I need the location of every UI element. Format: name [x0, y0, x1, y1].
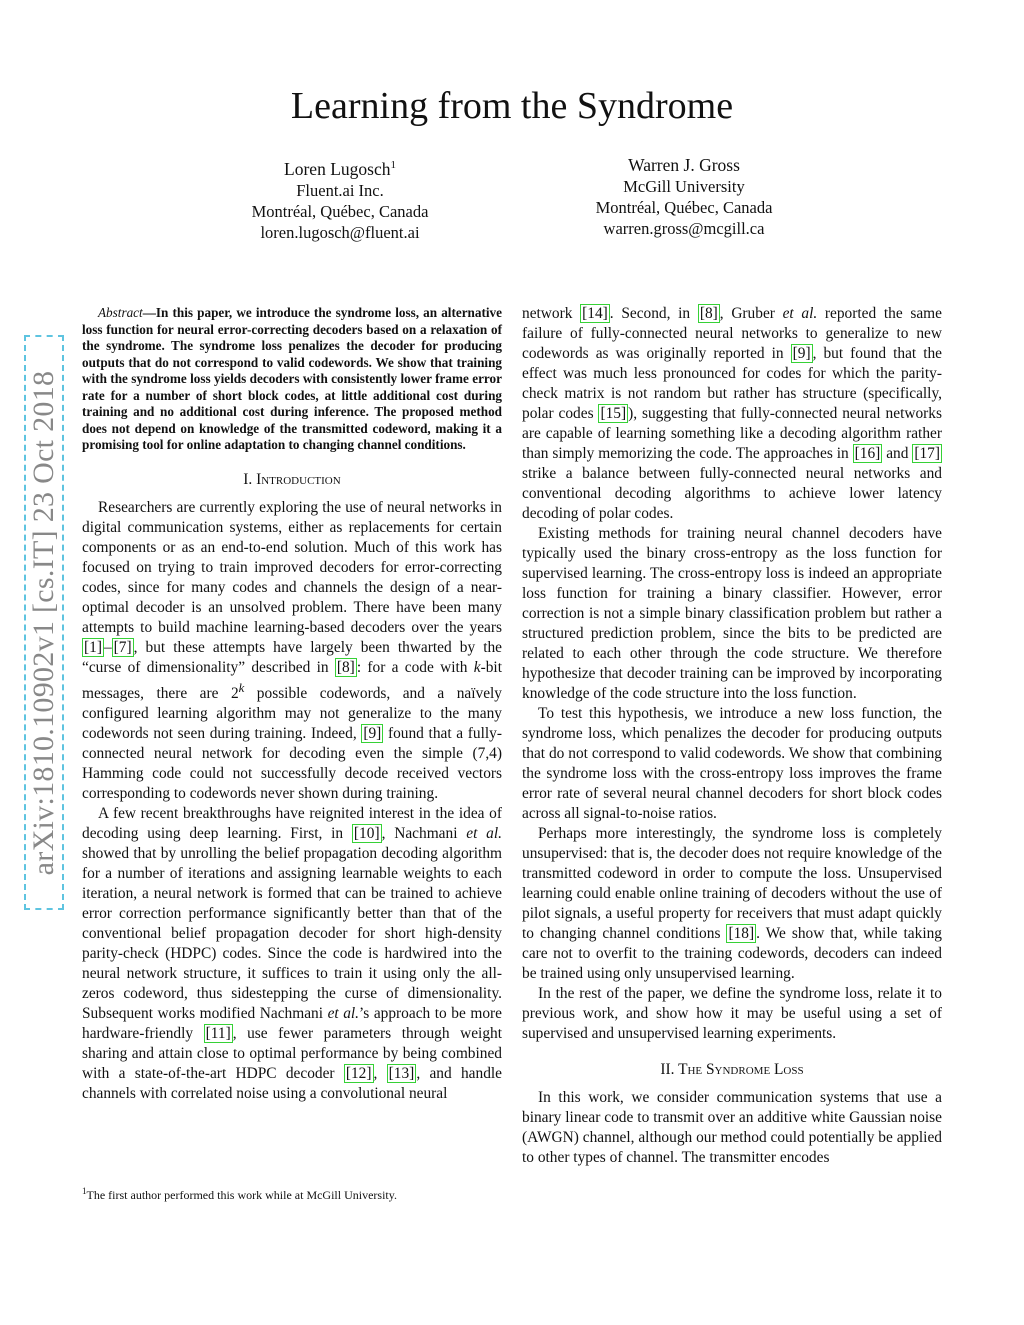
- author-block-2: [534, 155, 834, 239]
- left-column: [82, 305, 502, 1104]
- citation-link[interactable]: [8]: [336, 658, 355, 676]
- body-paragraph: Existing methods for training neural channel decoders have typically used the binary cross-entropy as the loss function for supervised learning. The cross-entropy loss is indeed an appropriate loss function for training a binary classifier. However, error correction is not a simple binary classification problem but rather a structured prediction problem, since the bits to be predicted are related to each other through the code structure. We therefore hypothesize that decoder training can be improved by incorporating knowledge of the code structure into the loss function.: [522, 525, 942, 702]
- arxiv-stamp-text: arXiv:1810.10902v1 [cs.IT] 23 Oct 2018: [27, 370, 60, 875]
- citation-link[interactable]: [12]: [345, 1064, 372, 1082]
- author-email: warren.gross@mcgill.ca: [603, 219, 765, 238]
- citation-link[interactable]: [16]: [854, 445, 881, 462]
- author-name: Warren J. Gross: [628, 155, 740, 175]
- body-paragraph: To test this hypothesis, we introduce a new loss function, the syndrome loss, which penalizes the decoder for producing outputs that do not correspond to valid codewords. We show that combining the syndrome loss with the cross-entropy loss improves the frame error rate of several neural channel decoders for short block codes across all signal-to-noise ratios.: [522, 705, 942, 822]
- author-footnote-mark: 1: [390, 159, 396, 171]
- citation-link[interactable]: [15]: [600, 405, 627, 422]
- section-heading-introduction: I. Introduction: [243, 470, 341, 488]
- footnote: $^1$The first author performed this work while at McGill University.: [82, 1186, 397, 1202]
- body-paragraph: In this work, we consider communication systems that use a binary linear code to transmit over an additive white Gaussian noise (AWGN) channel, although our method could potentially be applied to other types of channel. The transmitter encodes: [522, 1089, 942, 1166]
- citation-link[interactable]: [13]: [388, 1064, 415, 1082]
- author-location: Montréal, Québec, Canada: [595, 198, 773, 217]
- author-name: Loren Lugosch$^1$: [284, 158, 396, 179]
- author-email: loren.lugosch@fluent.ai: [260, 222, 420, 242]
- body-paragraph: In the rest of the paper, we define the syndrome loss, relate it to previous work, and show how it may be useful using a set of supervised and unsupervised learning experiments.: [522, 985, 942, 1042]
- right-column: [522, 304, 942, 1168]
- paper-title: Learning from the Syndrome: [290, 85, 734, 127]
- author-block-1: [190, 155, 490, 243]
- citation-link[interactable]: [18]: [728, 925, 755, 942]
- abstract: Abstract—In this paper, we introduce the syndrome loss, an alternative loss function for neural error-correcting decoders based on a relaxation of the syndrome. The syndrome loss penalizes the decoder for producing outputs that do not correspond to valid codewords. We show that training with the syndrome loss yields decoders with consistently lower frame error rate for a number of short block codes, at little additional cost during training and no additional cost during inference. The proposed method does not depend on knowledge of the transmitted codeword, making it a promising tool for online adaptation to changing channel conditions.: [82, 305, 502, 452]
- body-paragraph: Perhaps more interestingly, the syndrome loss is completely unsupervised: that is, the decoder does not require knowledge of the transmitted codeword in order to compute the loss. Unsupervised learning could enable online training of decoders without the use of pilot signals, a useful property for receivers that must adapt quickly to changing channel conditions [18] . We show that, while taking care not to overfit to the training codewords, decoders can indeed be trained using only unsupervised learning.: [522, 825, 942, 982]
- citation-link[interactable]: [17]: [914, 445, 940, 462]
- citation-link[interactable]: [9]: [363, 724, 382, 742]
- citation-link[interactable]: [14]: [582, 305, 608, 322]
- arxiv-stamp[interactable]: [24, 335, 64, 910]
- author-affiliation: Fluent.ai Inc.: [296, 180, 384, 200]
- body-paragraph: network [14] . Second, in [8] , Gruber et al. reported the same failure of fully-connected neural networks to generalize to new codewords as was originally reported in [9] , but found that the effect was much less pronounced for codes for which the parity-check matrix is not random but rather has structure (specifically, polar codes [15] ), suggesting that fully-connected neural networks are capable of learning something like a decoding algorithm rather than simply memorizing the code. The approaches in [16] and [17] strike a balance between fully-connected neural networks and conventional decoding algorithms to achieve lower latency decoding of polar codes.: [522, 305, 942, 522]
- author-location: Montréal, Québec, Canada: [251, 201, 429, 221]
- section-heading-syndrome-loss: II. The Syndrome Loss: [660, 1061, 804, 1078]
- intro-paragraph-1: Researchers are currently exploring the use of neural networks in digital communication systems, either as replacements for certain components or as an end-to-end solution. Much of this work has focused on trying to train improved decoders for error-correcting codes, since for many codes and channels the design of a near-optimal decoder is an unsolved problem. There have been many attempts to build machine learning-based decoders over the years [1] – [7] , but these attempts have largely been thwarted by the “curse of dimensionality” described in [8] : for a code with k-bit messages, there are 2$^k$ possible codewords, and a naïvely configured learning algorithm may not generalize to the many codewords not seen during training. Indeed, [9] found that a fully-connected neural network for decoding even the simple (7,4) Hamming code could not successfully decode received vectors corresponding to codewords never shown during training.: [82, 498, 502, 802]
- citation-link[interactable]: [10]: [353, 824, 380, 842]
- citation-link[interactable]: [1]: [84, 638, 102, 656]
- citation-link[interactable]: [9]: [792, 345, 811, 362]
- abstract-label: Abstract: [98, 305, 143, 320]
- citation-link[interactable]: [7]: [113, 638, 132, 656]
- intro-paragraph-2: A few recent breakthroughs have reignited interest in the idea of decoding using deep learning. First, in [10] , Nachmani et al. showed that by unrolling the belief propagation decoding algorithm for a number of iterations and assigning learnable weights to each iteration, a neural network is formed that can be trained to achieve error correction performance significantly better than that of the conventional belief propagation decoder for short high-density parity-check (HDPC) codes. Since the code is hardwired into the neural network structure, it suffices to train it using only the all-zeros codeword, thus sidestepping the curse of dimensionality. Subsequent works modified Nachmani et al.’s approach to be more hardware-friendly [11] , use fewer parameters through weight sharing and attain close to optimal performance by being combined with a state-of-the-art HDPC decoder [12] , [13] , and handle channels with correlated noise using a convolutional neural: [82, 804, 502, 1102]
- citation-link[interactable]: [11]: [205, 1024, 231, 1042]
- author-affiliation: McGill University: [623, 177, 745, 196]
- citation-link[interactable]: [8]: [699, 305, 718, 322]
